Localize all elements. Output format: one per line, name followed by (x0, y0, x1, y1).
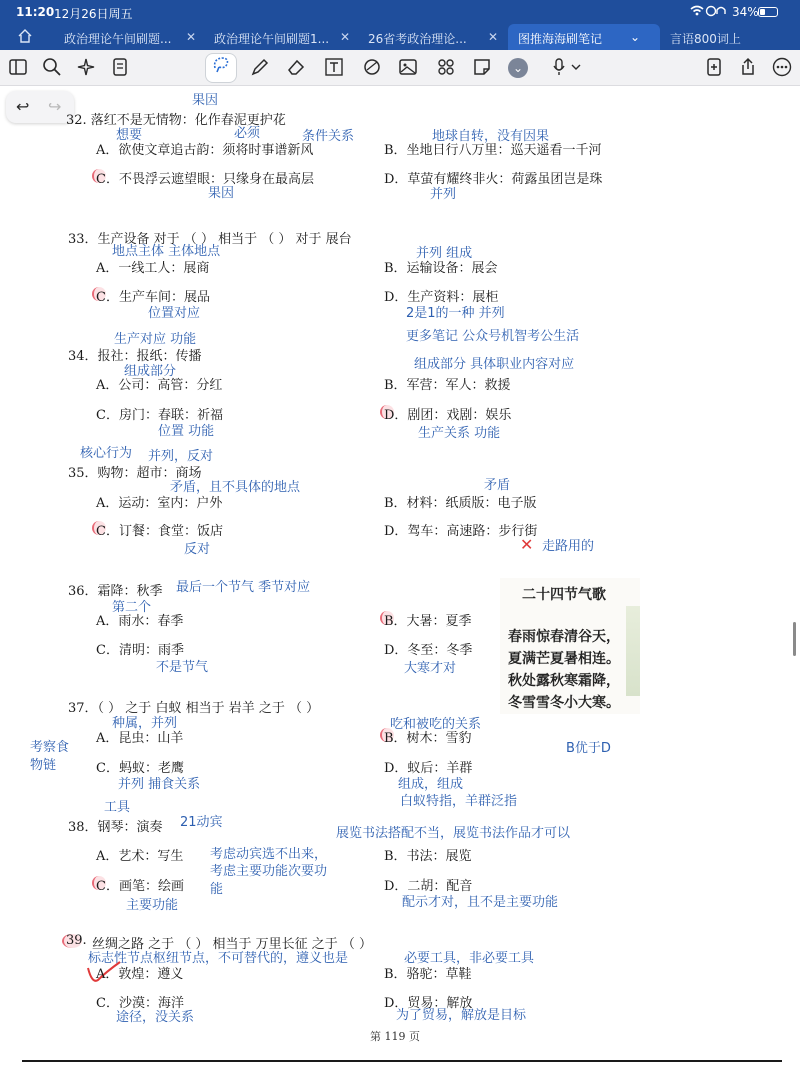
note: 组成，组成 (398, 777, 464, 792)
option-37d: D．蚁后：羊群 (384, 761, 473, 776)
note: 2是1的一种 并列 (406, 306, 505, 321)
decorative-leaf (626, 606, 640, 696)
option-32b: B．坐地日行八万里：巡天遥看一千河 (384, 143, 602, 158)
tab-3[interactable] (368, 24, 502, 50)
close-icon[interactable]: ✕ (186, 30, 197, 44)
redo-icon[interactable]: ↪ (48, 97, 62, 116)
option-35d: D．驾车：高速路：步行街 (384, 524, 538, 539)
note: 并列 捕食关系 (118, 777, 201, 792)
status-bar (0, 0, 800, 24)
note: 组成部分 具体职业内容对应 (414, 357, 575, 372)
eraser-icon[interactable] (284, 56, 308, 80)
note: 标志性节点枢纽节点，不可替代的，遵义也是 (88, 951, 349, 966)
note: 想要 (116, 128, 143, 143)
sticker-icon[interactable] (434, 56, 458, 80)
option-33d: D．生产资料：展柜 (384, 290, 499, 305)
note: 矛盾，且不具体的地点 (170, 480, 301, 495)
note: 工具 (104, 800, 131, 815)
home-icon[interactable] (18, 29, 32, 43)
option-39c: C．沙漠：海洋 (96, 996, 184, 1011)
close-icon[interactable]: ✕ (340, 30, 351, 44)
note: 位置对应 (148, 306, 201, 321)
note: 走路用的 (542, 539, 595, 554)
toolbar (0, 50, 800, 86)
option-38c: C．画笔：绘画 (96, 879, 184, 894)
shape-icon[interactable] (360, 56, 384, 80)
option-35a: A．运动：室内：户外 (96, 496, 223, 511)
textbox-icon[interactable] (322, 56, 346, 80)
option-32a: A．欲使文章追古韵：须将时事谱新风 (96, 143, 314, 158)
option-36c: C．清明：雨季 (96, 643, 184, 658)
tab-label: 图推海海刷笔记 (518, 32, 603, 46)
note: 并列 (430, 187, 457, 202)
poem-line: 秋处露秋寒霜降， (508, 673, 620, 689)
cross-mark-icon: ✕ (520, 535, 534, 554)
note: 吃和被吃的关系 (390, 717, 482, 732)
pen-icon[interactable] (248, 56, 272, 80)
note: 生产对应 功能 (114, 332, 197, 347)
note: 白蚁特指，羊群泛指 (400, 794, 518, 809)
option-36a: A．雨水：春季 (96, 614, 184, 629)
poem-line: 冬雪雪冬小大寒。 (508, 695, 620, 711)
chevron-down-icon[interactable]: ⌄ (630, 30, 641, 44)
note: 展览书法搭配不当，展览书法作品才可以 (336, 826, 571, 841)
microphone-icon[interactable] (552, 56, 584, 80)
question-39-stem: 丝绸之路 之于 （ ） 相当于 万里长征 之于 （ ） (92, 937, 373, 952)
date: 12月26日周五 (54, 7, 133, 21)
tab-4-active[interactable] (508, 24, 660, 50)
note: 途径，没关系 (116, 1010, 195, 1025)
option-34b: B．军营：军人：救援 (384, 378, 511, 393)
note: 大寒才对 (404, 661, 457, 676)
note: 地点主体 主体地点 (112, 244, 221, 259)
page-number: 第 119 页 (370, 1030, 420, 1043)
note: 不是节气 (156, 660, 209, 675)
note: 生产关系 功能 (418, 426, 501, 441)
question-39-number: 39. (66, 933, 87, 948)
sidebar-icon[interactable] (6, 56, 30, 80)
note: 主要功能 (126, 898, 179, 913)
option-38d: D．二胡：配音 (384, 879, 473, 894)
note: 核心行为 (80, 446, 133, 461)
note-icon[interactable] (470, 56, 494, 80)
note: 位置 功能 (158, 424, 215, 439)
question-32-stem: 32. 落红不是无情物：化作春泥更护花 (66, 113, 286, 128)
image-icon[interactable] (396, 56, 420, 80)
note: 矛盾 (484, 478, 511, 493)
poem-title: 二十四节气歌 (522, 587, 606, 603)
option-33c: C．生产车间：展品 (96, 290, 210, 305)
lasso-icon[interactable] (206, 54, 236, 82)
option-38b: B．书法：展览 (384, 849, 472, 864)
option-35c: C．订餐：食堂：饭店 (96, 524, 223, 539)
chevron-down-icon[interactable]: ⌄ (508, 58, 528, 78)
option-36b: B．大暑：夏季 (384, 614, 472, 629)
option-33a: A．一线工人：展商 (96, 261, 210, 276)
option-37c: C．蚂蚁：老鹰 (96, 761, 184, 776)
note: B优于D (566, 741, 611, 756)
note: 更多笔记 公众号机智考公生活 (406, 329, 580, 344)
undo-redo-control (6, 91, 74, 123)
option-36d: D．冬至：冬季 (384, 643, 473, 658)
note: 并列 组成 (416, 246, 473, 261)
battery-icon (758, 7, 778, 17)
note: 条件关系 (302, 129, 355, 144)
option-33b: B．运输设备：展会 (384, 261, 498, 276)
question-35-stem: 35．购物：超市：商场 (68, 466, 202, 481)
question-37-stem: 37．（ ） 之于 白蚁 相当于 岩羊 之于 （ ） (68, 701, 320, 716)
note: 能 (210, 882, 224, 897)
note: 必须 (234, 126, 261, 141)
note: 果因 (208, 186, 235, 201)
wifi-icon (690, 5, 728, 20)
tab-label: 政治理论午间刷题... (64, 32, 172, 46)
tab-2[interactable] (214, 24, 360, 50)
option-35b: B．材料：纸质版：电子版 (384, 496, 537, 511)
note: 最后一个节气 季节对应 (176, 580, 311, 595)
question-36-stem: 36．霜降：秋季 (68, 584, 163, 599)
option-37b: B．树木：雪豹 (384, 731, 472, 746)
note: 21动宾 (180, 815, 223, 830)
battery-percent: 34% (732, 5, 759, 19)
note: 考虑动宾选不出来， (210, 847, 328, 862)
option-34c: C．房门：春联：祈福 (96, 408, 223, 423)
option-39b: B．骆驼：草鞋 (384, 967, 472, 982)
poem-line: 夏满芒夏暑相连。 (508, 651, 620, 667)
more-icon[interactable] (770, 56, 794, 80)
tab-5[interactable] (670, 24, 790, 50)
question-38-stem: 38．钢琴：演奏 (68, 820, 163, 835)
option-32c: C．不畏浮云遮望眼：只缘身在最高层 (96, 172, 314, 187)
tab-label: 言语800词上 (670, 32, 741, 46)
tab-bar (0, 24, 800, 50)
undo-icon[interactable]: ↩ (16, 97, 30, 116)
question-34-stem: 34．报社：报纸：传播 (68, 349, 202, 364)
clock: 11:20 (16, 5, 55, 19)
note: 必要工具，非必要工具 (404, 951, 535, 966)
option-39d: D．贸易：解放 (384, 996, 473, 1011)
add-page-icon[interactable] (702, 56, 726, 80)
option-39a: A．敦煌：遵义 (96, 967, 184, 982)
note: 配示才对，且不是主要功能 (402, 895, 559, 910)
document-icon[interactable] (108, 56, 132, 80)
note: 果因 (192, 93, 219, 108)
tab-label: 26省考政治理论... (368, 32, 467, 46)
tab-label: 政治理论午间刷题1... (214, 32, 330, 46)
poem-line: 春雨惊春清谷天， (508, 629, 620, 645)
close-icon[interactable]: ✕ (488, 30, 499, 44)
option-34d: D．剧团：戏剧：娱乐 (384, 408, 512, 423)
note: 并列，反对 (148, 449, 214, 464)
option-32d: D．草萤有耀终非火：荷露虽团岂是珠 (384, 172, 603, 187)
option-38a: A．艺术：写生 (96, 849, 184, 864)
tab-1[interactable] (64, 24, 200, 50)
note: 考虑主要功能次要功 (210, 864, 328, 879)
note: 第二个 (112, 600, 152, 615)
option-34a: A．公司：高管：分红 (96, 378, 223, 393)
sparkle-icon[interactable] (74, 56, 98, 80)
share-icon[interactable] (736, 56, 760, 80)
note: 地球自转，没有因果 (432, 129, 550, 144)
page-bottom-edge (22, 1060, 782, 1062)
note: 物链 (30, 758, 57, 773)
note: 种属，并列 (112, 716, 178, 731)
question-33-stem: 33．生产设备 对于 （ ） 相当于 （ ） 对于 展台 (68, 232, 352, 247)
note: 组成部分 (124, 364, 177, 379)
option-37a: A．昆虫：山羊 (96, 731, 184, 746)
note: 考察食 (30, 740, 70, 755)
scrollbar[interactable] (793, 622, 796, 656)
search-icon[interactable] (40, 56, 64, 80)
note: 为了贸易，解放是目标 (396, 1008, 527, 1023)
solar-terms-poem (500, 578, 640, 714)
note: 反对 (184, 542, 211, 557)
